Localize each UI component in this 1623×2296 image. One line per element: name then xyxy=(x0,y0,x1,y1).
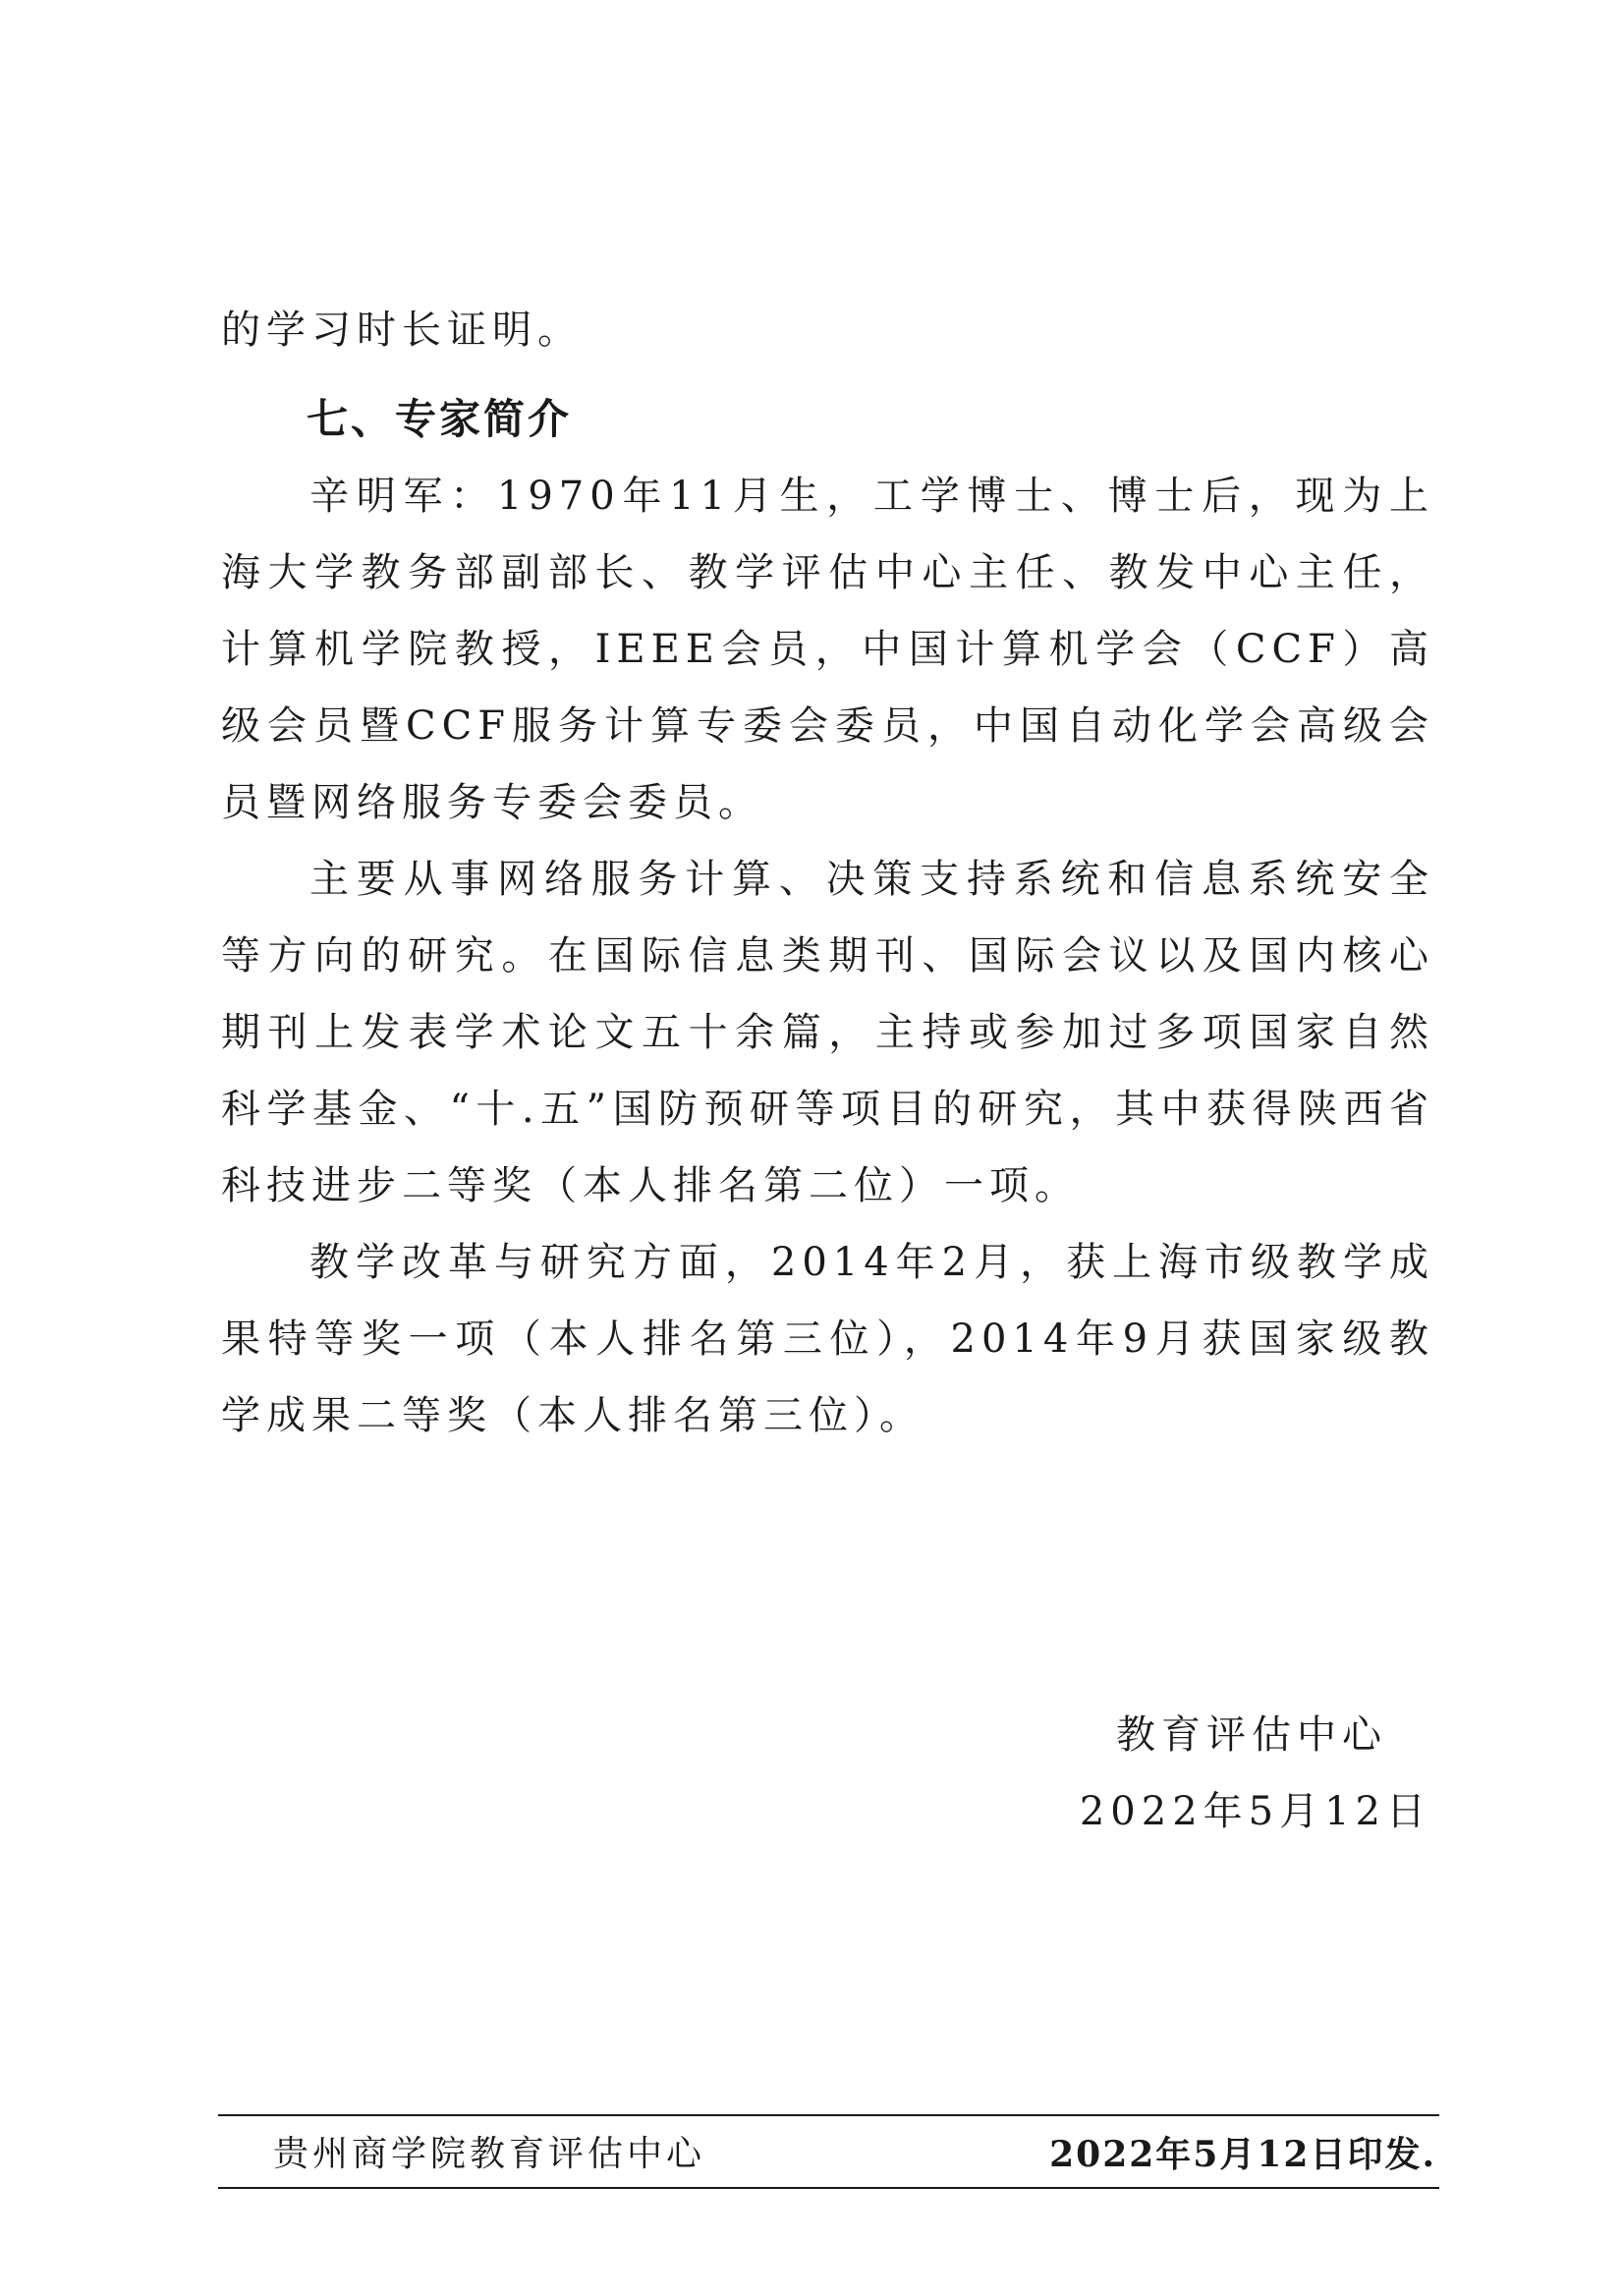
footer-issue-date: 2022年5月12日印发. xyxy=(1049,2134,1436,2175)
teaching-paragraph: 教学改革与研究方面，2014年2月，获上海市级教学成果特等奖一项（本人排名第三位），2014年9月获国家级教学成果二等奖（本人排名第三位）。 xyxy=(221,1240,1434,1438)
continuation-text: 的学习时长证明。 xyxy=(221,308,583,353)
signature-date: 2022年5月12日 xyxy=(1079,1789,1431,1834)
signature-org: 教育评估中心 xyxy=(1116,1712,1387,1758)
footer-bottom-rule xyxy=(218,2187,1439,2189)
research-paragraph: 主要从事网络服务计算、决策支持系统和信息系统安全等方向的研究。在国际信息类期刊、国际会议以及国内核心期刊上发表学术论文五十余篇，主持或参加过多项国家自然科学基金、“十.五”国防预研等项目的研究，其中获得陕西省科技进步二等奖（本人排名第二位）一项。 xyxy=(221,857,1434,1208)
footer-top-rule xyxy=(218,2114,1439,2116)
section-heading: 七、专家简介 xyxy=(307,395,573,443)
footer-issuer: 贵州商学院教育评估中心 xyxy=(273,2134,706,2174)
bio-paragraph: 辛明军：1970年11月生，工学博士、博士后，现为上海大学教务部副部长、教学评估中心主任、教发中心主任，计算机学院教授，IEEE会员，中国计算机学会（CCF）高级会员暨CCF服务计算专委会委员，中国自动化学会高级会员暨网络服务专委会委员。 xyxy=(221,474,1434,825)
